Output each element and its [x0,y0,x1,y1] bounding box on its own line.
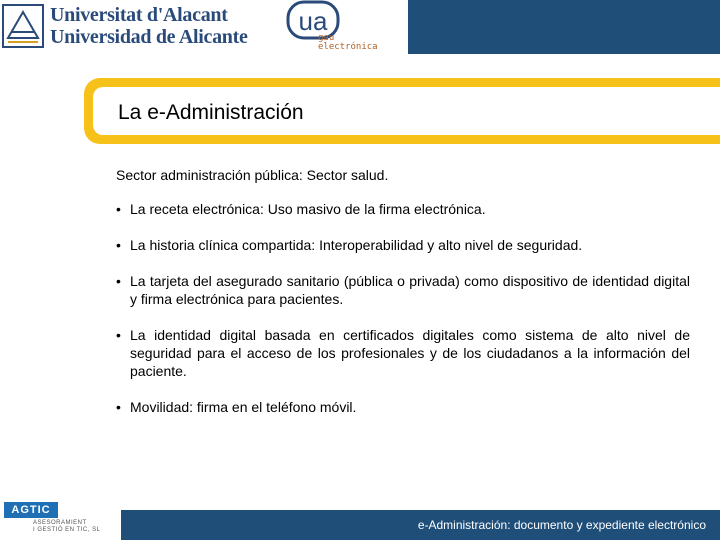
slide-content [116,166,690,434]
bullet-item: • La tarjeta del asegurado sanitario (pública o privada) como dispositivo de identidad digital y firma electrónica para pacientes. [116,272,690,308]
footer-caption: e-Administración: documento y expediente electrónico [121,510,720,540]
bullet-item: • Movilidad: firma en el teléfono móvil. [116,398,690,416]
agtic-logo: AGTIC [4,502,58,518]
bullet-item: • La identidad digital basada en certificados digitales como sistema de alto nivel de seguridad para el acceso de los profesionales y de los ciudadanos a la información del paciente. [116,326,690,380]
bullet-item: • La receta electrónica: Uso masivo de la firma electrónica. [116,200,690,218]
bullet-list [116,200,690,416]
university-name-line1: Universitat d'Alacant [50,4,228,26]
university-emblem-icon [2,4,44,48]
bullet-item: • La historia clínica compartida: Interoperabilidad y alto nivel de seguridad. [116,236,690,254]
university-name-line2: Universidad de Alicante [50,26,248,48]
agtic-sub-line2: I GESTIÓ EN TIC, SL [33,527,101,533]
header-band [408,0,720,54]
ua-sub-line2: electrónica [318,42,378,52]
ua-logo-text: ua [298,6,328,36]
ua-logo-subtitle [318,34,378,52]
header [0,0,720,56]
university-name [50,4,248,48]
slide-title: La e-Administración [118,101,304,124]
ua-sub-line1: gau [318,33,335,43]
sector-heading: Sector administración pública: Sector salud. [116,167,389,183]
agtic-sub-line1: ASESORAMIENT [33,520,87,526]
agtic-subtitle [33,520,100,534]
